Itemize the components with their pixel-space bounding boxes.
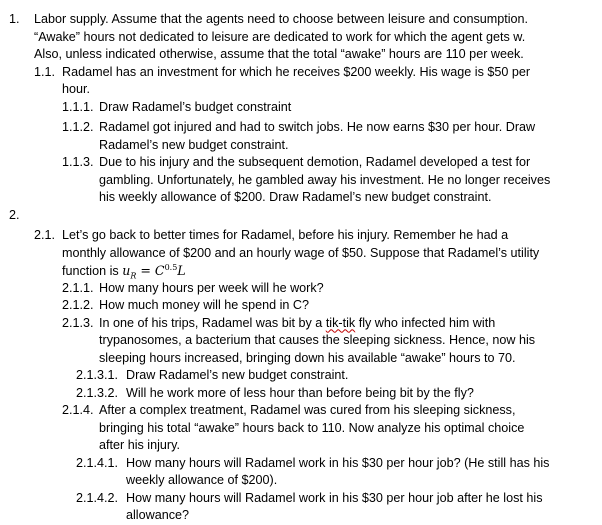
q2-1-3-line-1-post: fly who infected him with (355, 315, 496, 330)
q1-line-1: Labor supply. Assume that the agents need to choose between leisure and consumption. (34, 12, 529, 26)
q2-1-3-line-3: sleeping hours increased, bringing down his available “awake” hours to 70. (99, 350, 516, 365)
q2-1-4-number: 2.1.4. (62, 403, 94, 417)
q2-1-utility-line (62, 262, 186, 281)
q1-line-2: “Awake” hours not dedicated to leisure are dedicated to work for which the agent gets w. (34, 29, 526, 44)
q2-1-4-line-1: After a complex treatment, Radamel was cured from his sleeping sickness, (99, 403, 516, 417)
utility-subscript: R (130, 271, 137, 281)
q1-1-3-line-1: Due to his injury and the subsequent demotion, Radamel developed a test for (99, 155, 531, 169)
q2-1-2-text: How much money will he spend in C? (99, 298, 309, 312)
q1-1-1-number: 1.1.1. (62, 99, 94, 114)
q2-1-number: 2.1. (34, 228, 56, 242)
q2-1-3-1-text: Draw Radamel’s new budget constraint. (126, 368, 349, 382)
q2-1-line-1: Let’s go back to better times for Radamel, before his injury. Remember he had a (62, 228, 509, 242)
utility-u: u (122, 263, 131, 278)
q2-1-2-number: 2.1.2. (62, 298, 94, 312)
q1-number: 1. (9, 12, 20, 26)
q2-1-3-line-2: trypanosomes, a bacterium that causes the sleeping sickness. Hence, now his (99, 333, 536, 347)
utility-prefix: function is (62, 264, 123, 278)
q1-1-3-line-3: his weekly allowance of $200. Draw Radamel’s new budget constraint. (99, 190, 492, 204)
q2-1-1-number: 2.1.1. (62, 280, 94, 295)
utility-equals: = (136, 263, 155, 278)
q2-1-3-1-number: 2.1.3.1. (76, 368, 119, 382)
q1-1-2-line-2: Radamel’s new budget constraint. (99, 137, 289, 152)
q2-1-3-line-1 (99, 315, 495, 333)
q2-1-4-1-line-1: How many hours will Radamel work in his $30 per hour job? (He still has his (126, 455, 550, 470)
q1-1-line-1: Radamel has an investment for which he receives $200 weekly. His wage is $50 per (62, 64, 531, 79)
q2-1-3-line-1-pre: In one of his trips, Radamel was bit by a (99, 315, 326, 330)
q1-1-2-line-1: Radamel got injured and had to switch jobs. He now earns $30 per hour. Draw (99, 120, 536, 134)
q2-number: 2. (9, 207, 20, 222)
q2-1-4-1-number: 2.1.4.1. (76, 455, 119, 470)
q2-1-4-1-line-2: weekly allowance of $200). (126, 473, 278, 487)
utility-exponent: 0.5 (164, 262, 178, 272)
q1-1-3-number: 1.1.3. (62, 155, 94, 169)
q1-1-3-line-2: gambling. Unfortunately, he gambled away his investment. He no longer receives (99, 172, 551, 187)
q2-1-3-2-number: 2.1.3.2. (76, 385, 119, 400)
q2-1-3-2-text: Will he work more of less hour than before being bit by the fly? (126, 385, 474, 400)
q2-1-4-2-line-2: allowance? (126, 508, 190, 522)
q2-1-4-line-3: after his injury. (99, 438, 180, 452)
q1-1-2-number: 1.1.2. (62, 120, 94, 134)
q2-1-1-text: How many hours per week will he work? (99, 280, 324, 295)
utility-c: C (154, 263, 165, 278)
q1-1-number: 1.1. (34, 64, 56, 79)
q2-1-4-line-2: bringing his total “awake” hours back to 110. Now analyze his optimal choice (99, 420, 525, 435)
q2-1-3-number: 2.1.3. (62, 315, 94, 330)
q1-line-3: Also, unless indicated otherwise, assume that the total “awake” hours are 110 per week. (34, 47, 524, 61)
q1-1-line-2: hour. (62, 82, 91, 96)
spellcheck-word: tik-tik (325, 315, 356, 330)
q2-1-4-2-number: 2.1.4.2. (76, 490, 119, 505)
q2-1-line-2: monthly allowance of $200 and an hourly wage of $50. Suppose that Radamel’s utility (62, 245, 540, 260)
q1-1-1-text: Draw Radamel’s budget constraint (99, 99, 292, 114)
utility-l: L (177, 263, 186, 278)
q2-1-4-2-line-1: How many hours will Radamel work in his $30 per hour job after he lost his (126, 490, 543, 505)
